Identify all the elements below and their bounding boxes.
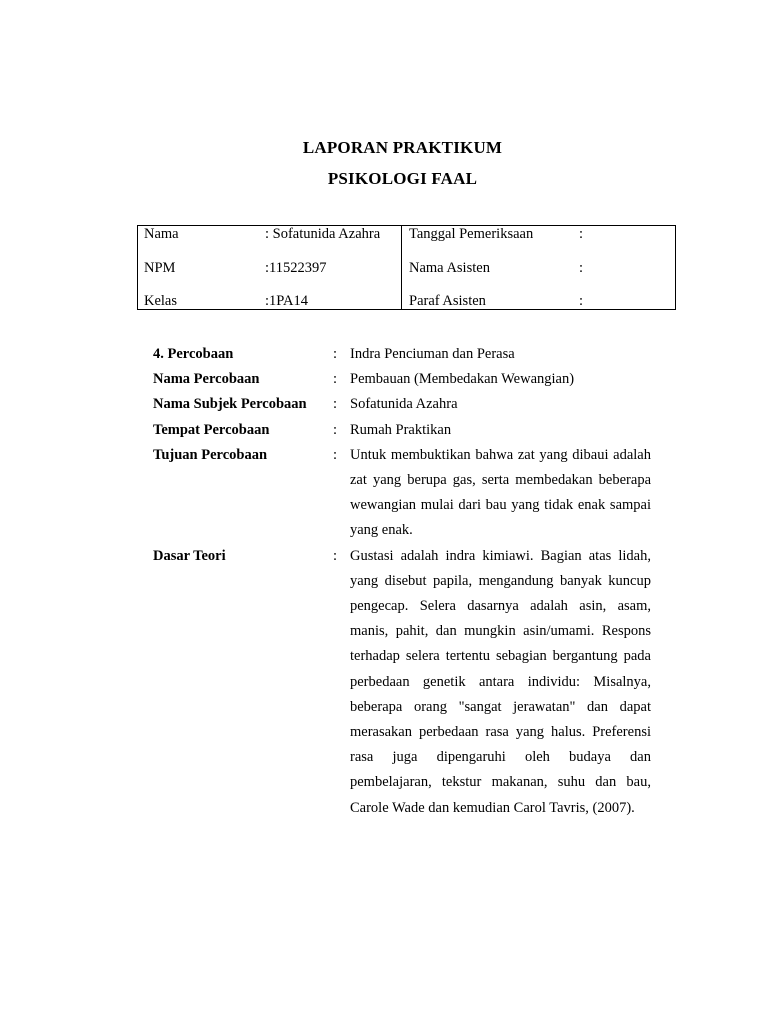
assistant-signature-value: : <box>579 293 584 309</box>
detail-label: Nama Percobaan <box>153 371 260 388</box>
experiment-details <box>153 342 653 821</box>
assistant-signature-label: Paraf Asisten <box>409 293 486 309</box>
name-label: Nama <box>144 226 179 242</box>
exam-date-value: : <box>579 226 584 242</box>
detail-colon: : <box>333 346 338 362</box>
detail-colon: : <box>333 547 338 564</box>
identity-table <box>137 225 676 310</box>
npm-value: :11522397 <box>265 260 327 276</box>
detail-value: Pembauan (Membedakan Wewangian) <box>350 371 575 388</box>
detail-row-location <box>153 418 653 443</box>
detail-row-subject-name <box>153 392 653 417</box>
name-value: : Sofatunida Azahra <box>265 226 381 242</box>
detail-label: Tempat Percobaan <box>153 421 270 438</box>
detail-value: Indra Penciuman dan Perasa <box>350 346 515 362</box>
detail-row-objective <box>153 443 653 544</box>
detail-label: 4. Percobaan <box>153 346 234 362</box>
detail-row-theory <box>153 544 653 821</box>
class-value: :1PA14 <box>265 293 308 309</box>
detail-colon: : <box>333 421 338 438</box>
detail-label: Tujuan Percobaan <box>153 446 268 463</box>
assistant-name-value: : <box>579 260 584 276</box>
detail-row-experiment <box>153 342 653 367</box>
class-label: Kelas <box>144 293 178 309</box>
report-subtitle: PSIKOLOGI FAAL <box>327 169 478 188</box>
detail-value: Untuk membuktikan bahwa zat yang dibaui adalah zat yang berupa gas, serta membedakan beberapa wewangian mulai dari bau yang tidak enak sampai yang enak. <box>350 446 651 539</box>
table-divider <box>401 226 402 309</box>
detail-value: Gustasi adalah indra kimiawi. Bagian atas lidah, yang disebut papila, mengandung banyak kuncup pengecap. Selera dasarnya adalah asin, asam, manis, pahit, dan mungkin asin/umami. Respons terhadap selera tertentu sebagian bergantung pada perbedaan genetik antara individu: Misalnya, beberapa orang "sangat jerawatan" dan dapat merasakan perbedaan rasa yang halus. Preferensi rasa juga dipengaruhi oleh budaya dan pembelajaran, tekstur makanan, suhu dan bau, Carole Wade dan kemudian Carol Tavris, (2007). <box>350 547 651 816</box>
detail-colon: : <box>333 446 338 463</box>
exam-date-label: Tanggal Pemeriksaan <box>409 226 534 242</box>
detail-value: Sofatunida Azahra <box>350 396 458 413</box>
detail-label: Nama Subjek Percobaan <box>153 396 307 413</box>
detail-colon: : <box>333 371 338 388</box>
detail-value: Rumah Praktikan <box>350 421 452 438</box>
npm-label: NPM <box>144 260 176 276</box>
detail-row-experiment-name <box>153 367 653 392</box>
assistant-name-label: Nama Asisten <box>409 260 490 276</box>
report-title: LAPORAN PRAKTIKUM <box>302 138 503 157</box>
detail-label: Dasar Teori <box>153 547 226 564</box>
detail-colon: : <box>333 396 338 413</box>
